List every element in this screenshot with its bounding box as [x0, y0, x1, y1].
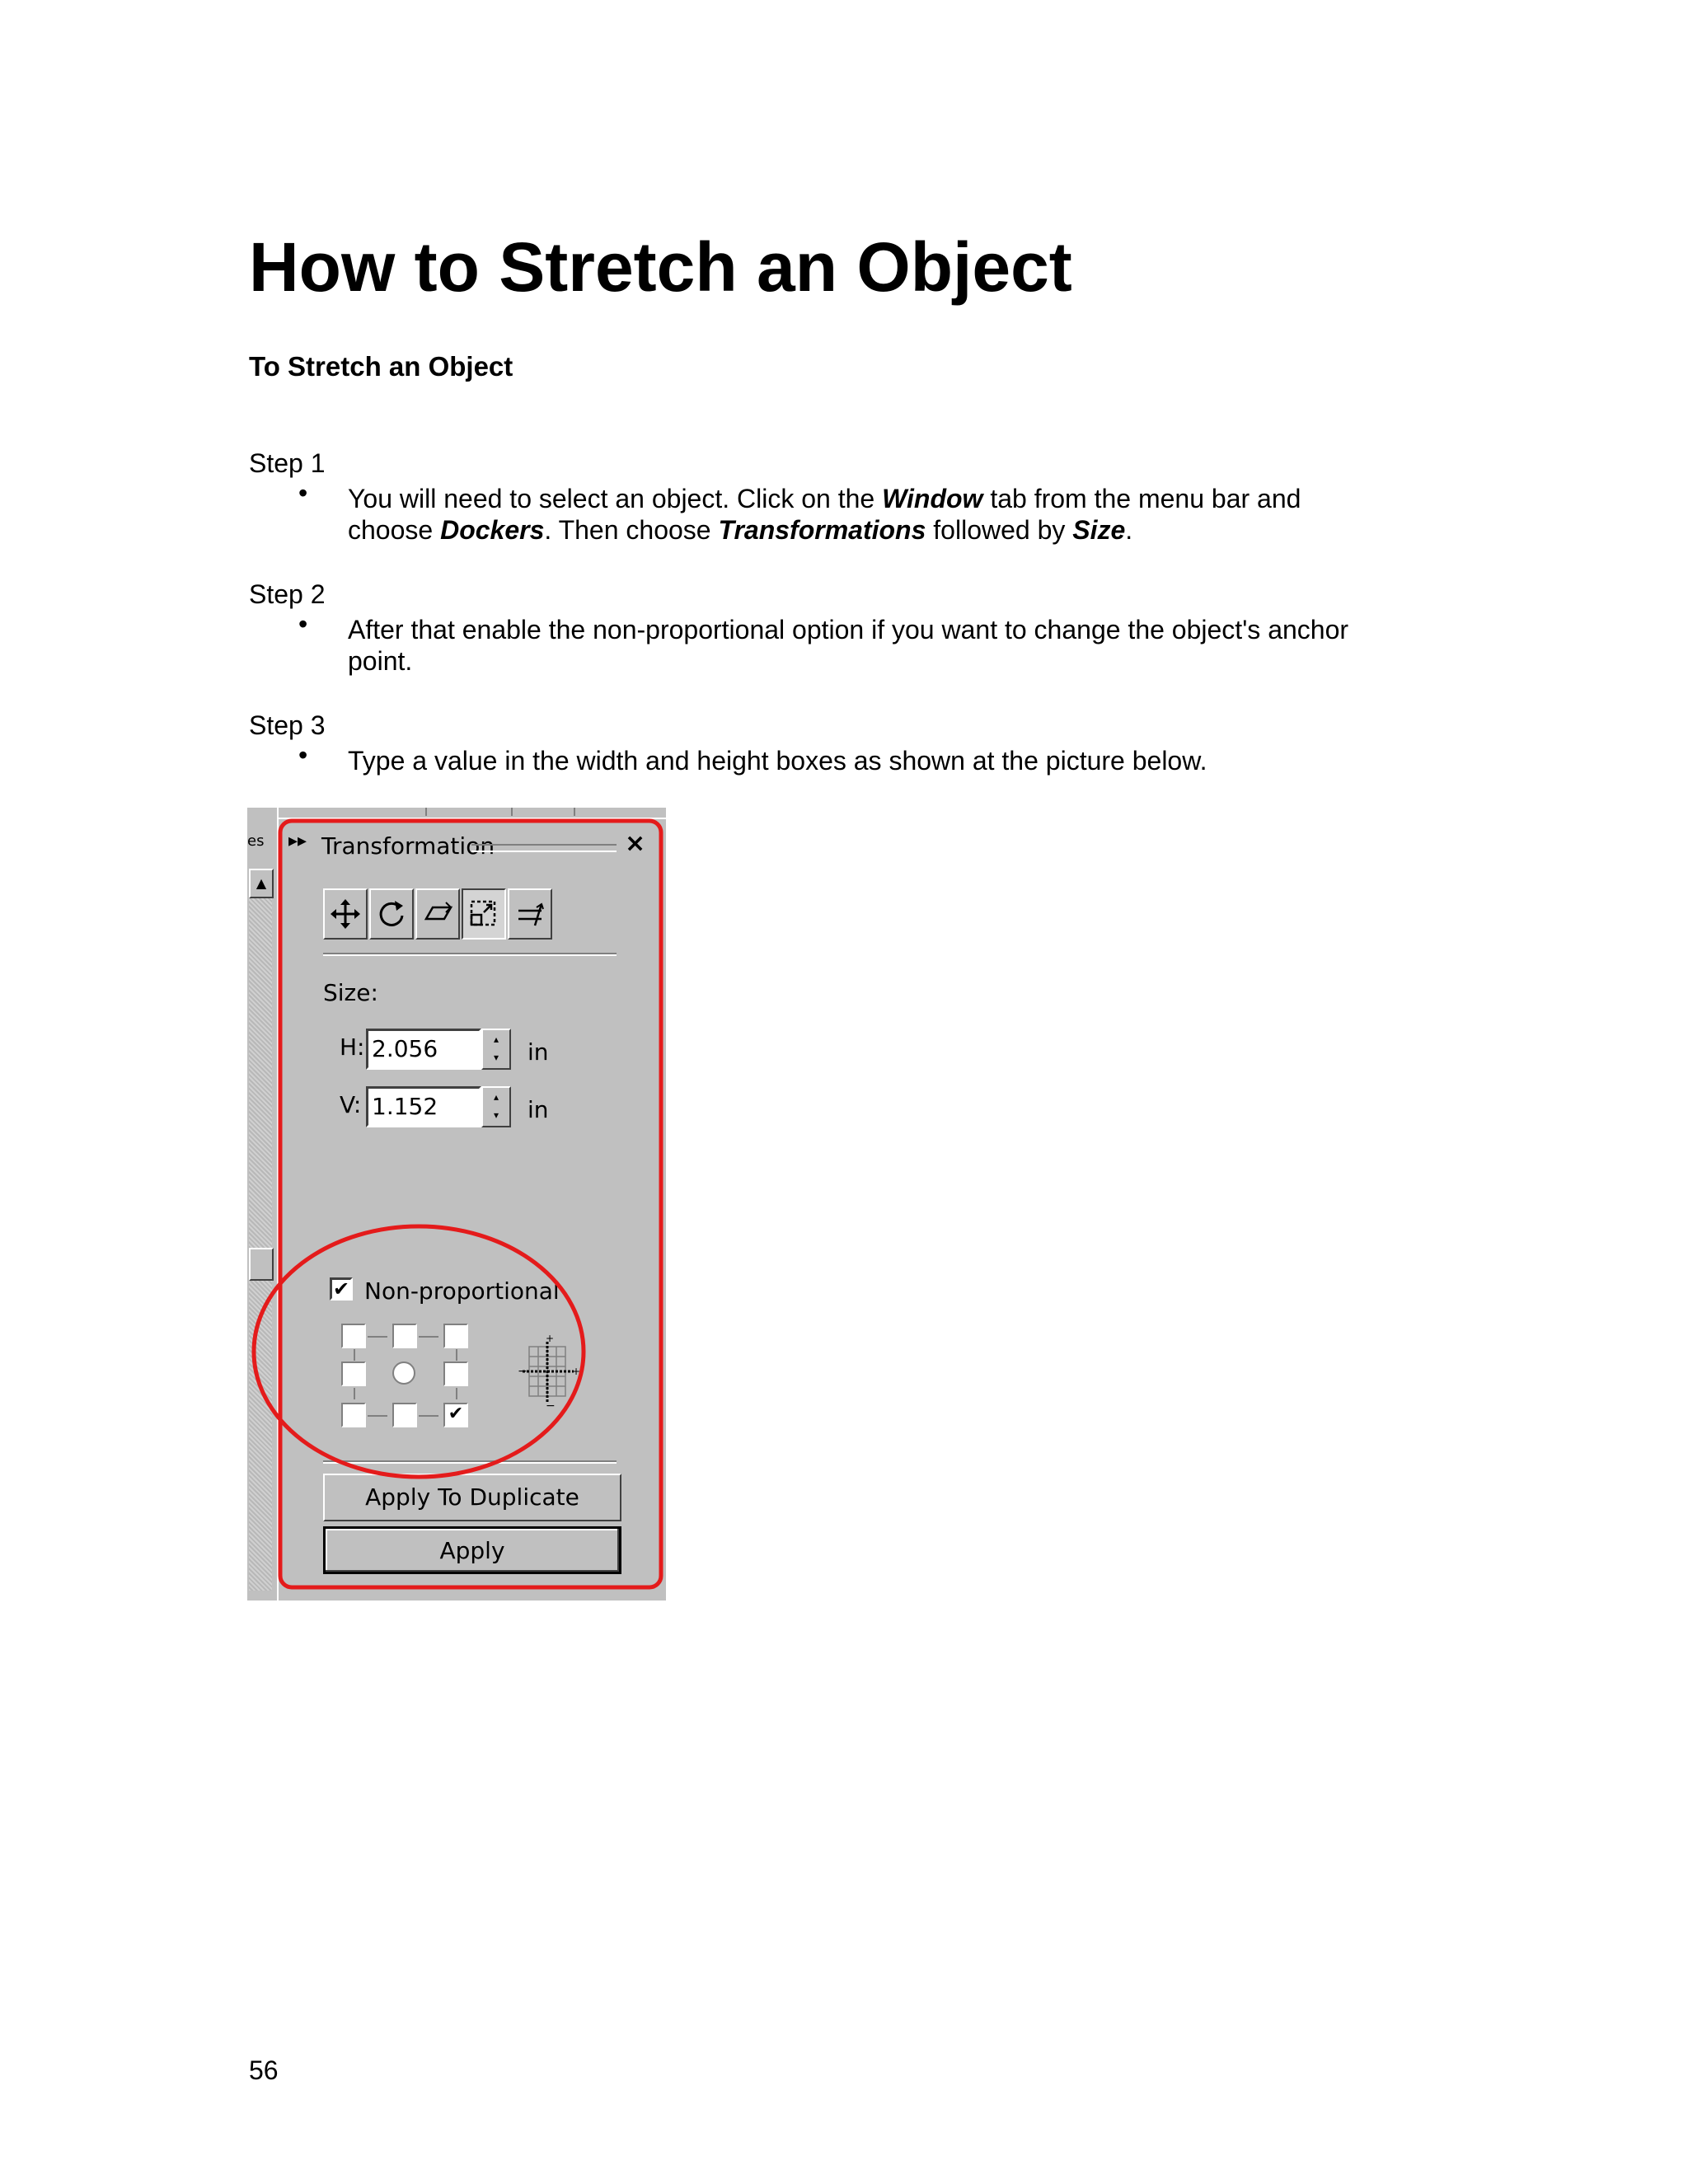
strip-tab-text: es [247, 832, 265, 850]
page-title: How to Stretch an Object [249, 228, 1072, 306]
anchor-top-left[interactable] [341, 1324, 366, 1348]
close-icon[interactable]: × [625, 829, 646, 858]
anchor-middle-right[interactable] [443, 1361, 468, 1386]
apply-button[interactable]: Apply [323, 1526, 621, 1574]
anchor-bottom-center[interactable] [392, 1403, 417, 1427]
size-label: Size: [323, 979, 378, 1006]
scale-mirror-button[interactable] [415, 888, 460, 940]
h-spin-up[interactable]: ▴ [493, 1033, 499, 1045]
step-1-line-1: You will need to select an object. Click on the Window tab from the menu bar and [348, 484, 1301, 513]
rotate-button[interactable] [369, 888, 414, 940]
h-size-input[interactable]: 2.056 [366, 1029, 481, 1070]
scale-mirror-icon [421, 898, 454, 930]
skew-icon [513, 898, 546, 930]
h-label: H: [340, 1033, 365, 1061]
size-icon [467, 898, 500, 930]
step-3-line-1: Type a value in the width and height boxes as shown at the picture below. [348, 746, 1207, 776]
anchor-top-right[interactable] [443, 1324, 468, 1348]
svg-text:−: − [546, 1399, 556, 1409]
svg-text:+: + [546, 1335, 555, 1344]
separator [323, 1460, 617, 1464]
strip-scroll-up-button[interactable]: ▲ [249, 869, 274, 898]
anchor-bottom-left[interactable] [341, 1403, 366, 1427]
separator [323, 953, 617, 956]
skew-button[interactable] [508, 888, 552, 940]
v-spin-buttons[interactable] [481, 1086, 511, 1127]
anchor-center[interactable] [392, 1361, 415, 1385]
size-button[interactable] [462, 888, 506, 940]
page-number: 56 [249, 2055, 279, 2085]
h-spin-buttons[interactable] [481, 1029, 511, 1070]
h-unit: in [528, 1038, 549, 1066]
v-size-input[interactable]: 1.152 [366, 1086, 481, 1127]
position-button[interactable] [323, 888, 368, 940]
svg-text:−: − [518, 1365, 528, 1378]
step-1-label: Step 1 [249, 448, 326, 478]
v-spin-up[interactable]: ▴ [493, 1091, 499, 1103]
anchor-top-center[interactable] [392, 1324, 417, 1348]
non-proportional-label: Non-proportional [364, 1277, 560, 1305]
step-2-line-2: point. [348, 646, 413, 676]
h-spin-down[interactable]: ▾ [493, 1052, 499, 1063]
rotate-icon [375, 898, 408, 930]
anchor-preview-icon [516, 1335, 582, 1409]
anchor-bottom-right[interactable]: ✔ [443, 1403, 468, 1427]
left-dock-strip [247, 808, 279, 1601]
title-grip [471, 844, 617, 852]
step-3-bullet: • [298, 740, 308, 770]
strip-scroll-thumb[interactable] [249, 1248, 274, 1281]
apply-to-duplicate-button[interactable]: Apply To Duplicate [323, 1474, 621, 1521]
non-proportional-checkbox[interactable]: ✔ [330, 1277, 353, 1301]
step-1-bullet: • [298, 478, 308, 508]
anchor-middle-left[interactable] [341, 1361, 366, 1386]
transformation-docker-screenshot [247, 808, 666, 1601]
step-2-bullet: • [298, 609, 308, 639]
svg-text:+: + [572, 1366, 581, 1377]
section-subtitle: To Stretch an Object [249, 351, 513, 382]
docker-expand-arrows-icon[interactable]: ▸▸ [288, 831, 307, 851]
v-label: V: [340, 1091, 362, 1118]
position-icon [329, 898, 362, 930]
top-tab-strip [277, 808, 666, 819]
step-2-line-1: After that enable the non-proportional option if you want to change the object's anchor [348, 615, 1349, 644]
step-3-label: Step 3 [249, 710, 326, 740]
v-unit: in [528, 1096, 549, 1123]
v-spin-down[interactable]: ▾ [493, 1109, 499, 1121]
step-1-line-2: choose Dockers. Then choose Transformations followed by Size. [348, 515, 1133, 545]
step-2-label: Step 2 [249, 579, 326, 609]
docker-title: Transformation [321, 832, 495, 860]
